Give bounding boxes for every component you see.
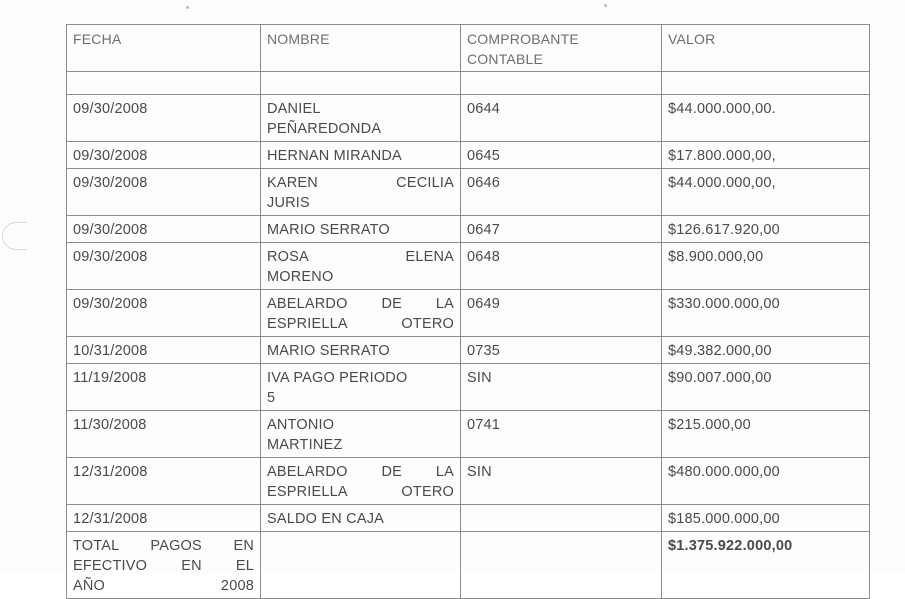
comprobante-cell: 0741 — [461, 411, 662, 458]
valor-cell: $8.900.000,00 — [662, 243, 870, 290]
comprobante-cell: 0649 — [461, 290, 662, 337]
comprobante-cell: SIN — [461, 364, 662, 411]
table-row — [67, 169, 870, 216]
table-row — [67, 290, 870, 337]
blank-cell — [461, 532, 662, 599]
comprobante-cell: SIN — [461, 458, 662, 505]
nombre-cell: MARIO SERRATO — [261, 216, 461, 243]
fecha-cell: 09/30/2008 — [67, 243, 261, 290]
header-comprobante: COMPROBANTE CONTABLE — [461, 25, 662, 72]
comprobante-cell: 0648 — [461, 243, 662, 290]
fecha-cell: 09/30/2008 — [67, 216, 261, 243]
blank-row — [67, 72, 870, 95]
header-row — [67, 25, 870, 72]
fecha-cell: 09/30/2008 — [67, 290, 261, 337]
nombre-cell: HERNAN MIRANDA — [261, 142, 461, 169]
comprobante-cell — [461, 505, 662, 532]
nombre-cell: KAREN CECILIA JURIS — [261, 169, 461, 216]
fecha-cell: 11/19/2008 — [67, 364, 261, 411]
valor-cell: $90.007.000,00 — [662, 364, 870, 411]
comprobante-cell: 0647 — [461, 216, 662, 243]
payments-table-body — [67, 25, 870, 599]
nombre-cell: SALDO EN CAJA — [261, 505, 461, 532]
table-row — [67, 243, 870, 290]
table-row — [67, 216, 870, 243]
fecha-cell: 11/30/2008 — [67, 411, 261, 458]
valor-cell: $126.617.920,00 — [662, 216, 870, 243]
table-row — [67, 411, 870, 458]
header-valor: VALOR — [662, 25, 870, 72]
table-row — [67, 505, 870, 532]
table-row — [67, 337, 870, 364]
nombre-cell: IVA PAGO PERIODO 5 — [261, 364, 461, 411]
fecha-cell: 09/30/2008 — [67, 169, 261, 216]
nombre-cell: ANTONIO MARTINEZ — [261, 411, 461, 458]
valor-cell: $44.000.000,00. — [662, 95, 870, 142]
blank-cell — [461, 72, 662, 95]
valor-cell: $49.382.000,00 — [662, 337, 870, 364]
fecha-cell: 12/31/2008 — [67, 505, 261, 532]
fecha-cell: 10/31/2008 — [67, 337, 261, 364]
fecha-cell: 12/31/2008 — [67, 458, 261, 505]
total-row — [67, 532, 870, 599]
table-row — [67, 458, 870, 505]
valor-cell: $480.000.000,00 — [662, 458, 870, 505]
valor-cell: $17.800.000,00, — [662, 142, 870, 169]
total-value: $1.375.922.000,00 — [662, 532, 870, 599]
nombre-cell: ROSA ELENA MORENO — [261, 243, 461, 290]
blank-cell — [67, 72, 261, 95]
nombre-cell: DANIEL PEÑAREDONDA — [261, 95, 461, 142]
nombre-cell: MARIO SERRATO — [261, 337, 461, 364]
table-row — [67, 142, 870, 169]
nombre-cell: ABELARDO DE LA ESPRIELLA OTERO — [261, 458, 461, 505]
comprobante-cell: 0735 — [461, 337, 662, 364]
blank-cell — [261, 72, 461, 95]
valor-cell: $185.000.000,00 — [662, 505, 870, 532]
hole-punch-mark — [2, 222, 27, 250]
fecha-cell: 09/30/2008 — [67, 95, 261, 142]
nombre-cell: ABELARDO DE LA ESPRIELLA OTERO — [261, 290, 461, 337]
valor-cell: $44.000.000,00, — [662, 169, 870, 216]
table-row — [67, 95, 870, 142]
header-fecha: FECHA — [67, 25, 261, 72]
comprobante-cell: 0646 — [461, 169, 662, 216]
table-row — [67, 364, 870, 411]
comprobante-cell: 0645 — [461, 142, 662, 169]
total-label: TOTAL PAGOS EN EFECTIVO EN EL AÑO 2008 — [67, 532, 261, 599]
fecha-cell: 09/30/2008 — [67, 142, 261, 169]
payments-table — [66, 24, 870, 599]
scan-speck — [604, 4, 607, 7]
scan-speck — [186, 6, 189, 9]
valor-cell: $215.000,00 — [662, 411, 870, 458]
blank-cell — [662, 72, 870, 95]
header-nombre: NOMBRE — [261, 25, 461, 72]
blank-cell — [261, 532, 461, 599]
valor-cell: $330.000.000,00 — [662, 290, 870, 337]
comprobante-cell: 0644 — [461, 95, 662, 142]
